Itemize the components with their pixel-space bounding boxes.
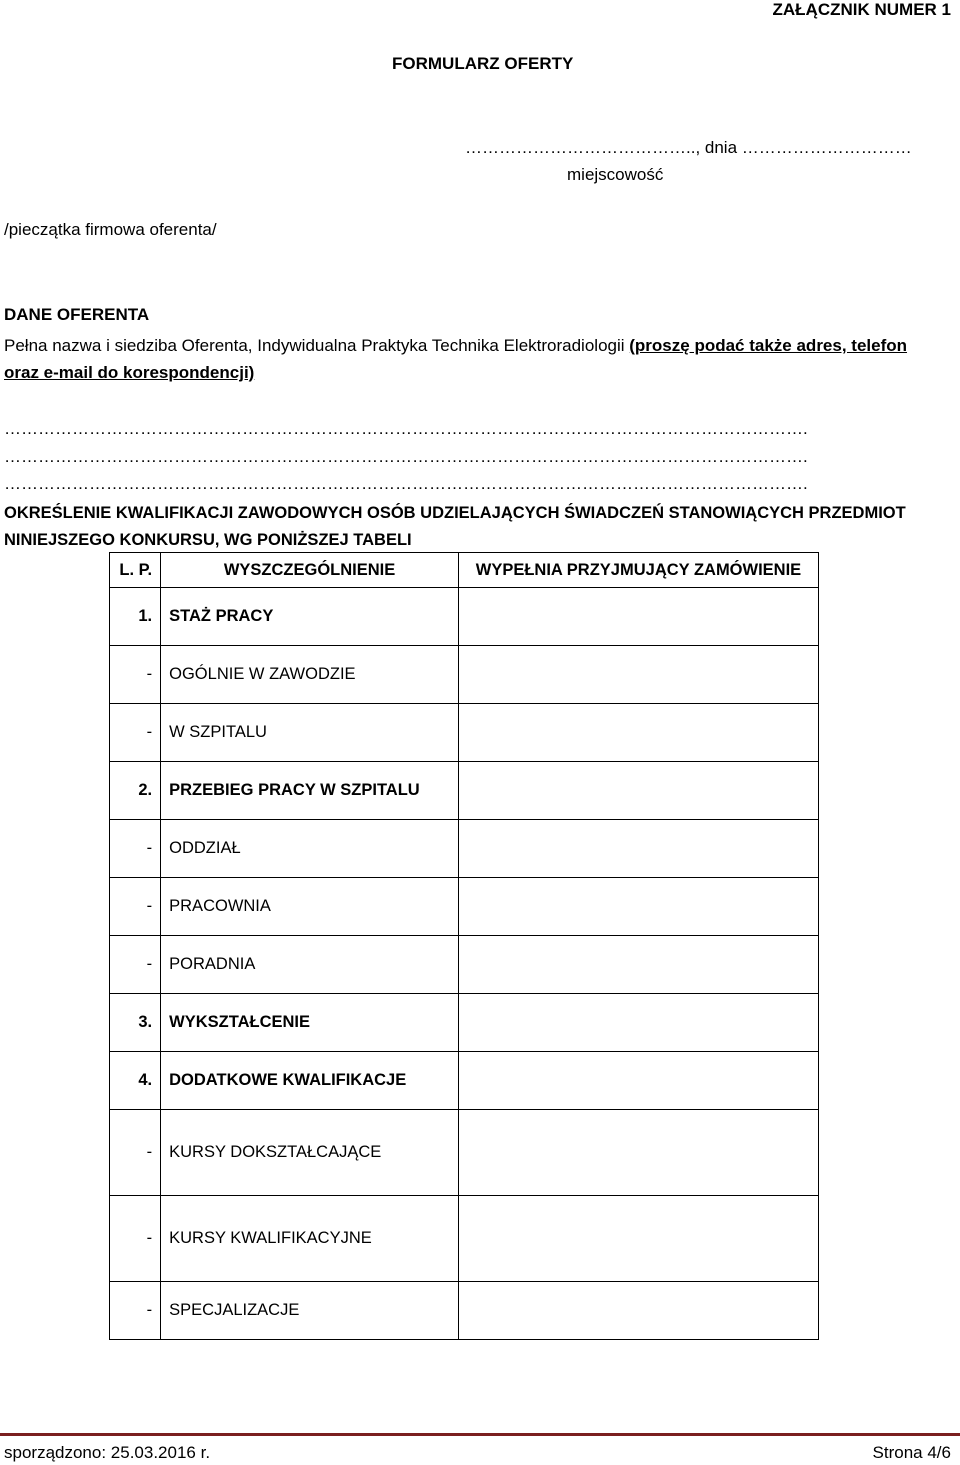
table-header-row <box>110 553 819 588</box>
row-fill-cell[interactable] <box>458 820 818 878</box>
row-fill-cell[interactable] <box>458 646 818 704</box>
row-label: PRZEBIEG PRACY W SZPITALU <box>161 762 459 820</box>
row-fill-cell[interactable] <box>458 704 818 762</box>
table-row <box>110 762 819 820</box>
bidder-section-description <box>4 332 944 386</box>
table-row <box>110 936 819 994</box>
bidder-section-heading: DANE OFERENTA <box>4 305 150 324</box>
row-label: PRACOWNIA <box>161 878 459 936</box>
row-fill-cell[interactable] <box>458 878 818 936</box>
place-caption: miejscowość <box>567 165 664 184</box>
place-date-field[interactable]: ………………………………….., dnia ………………………… <box>465 138 912 157</box>
qualifications-table <box>109 552 819 1340</box>
form-title: FORMULARZ OFERTY <box>392 54 574 73</box>
row-fill-cell[interactable] <box>458 994 818 1052</box>
row-fill-cell[interactable] <box>458 1196 818 1282</box>
qualifications-heading: OKREŚLENIE KWALIFIKACJI ZAWODOWYCH OSÓB UDZIELAJĄCYCH ŚWIADCZEŃ STANOWIĄCYCH PRZEDMIOT NINIEJSZEGO KONKURSU, WG PONIŻSZEJ TABELI <box>4 504 906 549</box>
bidder-contact-instruction: (proszę podać także adres, telefon oraz e-mail do korespondencji) <box>4 336 908 382</box>
company-stamp-label: /pieczątka firmowa oferenta/ <box>4 220 217 239</box>
row-label: ODDZIAŁ <box>161 820 459 878</box>
row-number: - <box>110 704 161 762</box>
row-label: SPECJALIZACJE <box>161 1282 459 1340</box>
row-number: - <box>110 936 161 994</box>
attachment-label: ZAŁĄCZNIK NUMER 1 <box>772 0 951 19</box>
footer-page-number: Strona 4/6 <box>872 1443 951 1462</box>
row-number: - <box>110 878 161 936</box>
row-fill-cell[interactable] <box>458 588 818 646</box>
row-label: KURSY KWALIFIKACYJNE <box>161 1196 459 1282</box>
footer-date: sporządzono: 25.03.2016 r. <box>4 1443 211 1462</box>
bidder-entry-line-3[interactable]: ……………………………………………………………………………………………………………………………. <box>4 474 808 493</box>
table-row <box>110 1282 819 1340</box>
table-row <box>110 1196 819 1282</box>
table-row <box>110 878 819 936</box>
row-number: 3. <box>110 994 161 1052</box>
table-row <box>110 646 819 704</box>
bidder-entry-line-1[interactable]: ……………………………………………………………………………………………………………………………. <box>4 419 808 438</box>
row-fill-cell[interactable] <box>458 936 818 994</box>
row-fill-cell[interactable] <box>458 762 818 820</box>
row-label: PORADNIA <box>161 936 459 994</box>
bidder-description-text: Pełna nazwa i siedziba Oferenta, Indywidualna Praktyka Technika Elektroradiologii <box>4 336 630 355</box>
table-row <box>110 1110 819 1196</box>
footer-rule <box>0 1433 960 1436</box>
row-number: 1. <box>110 588 161 646</box>
row-label: STAŻ PRACY <box>161 588 459 646</box>
table-row <box>110 994 819 1052</box>
row-label: OGÓLNIE W ZAWODZIE <box>161 646 459 704</box>
table-row <box>110 1052 819 1110</box>
row-fill-cell[interactable] <box>458 1110 818 1196</box>
row-number: - <box>110 820 161 878</box>
column-header-item: WYSZCZEGÓLNIENIE <box>161 553 459 588</box>
column-header-lp: L. P. <box>110 553 161 588</box>
table-row <box>110 820 819 878</box>
row-number: - <box>110 1282 161 1340</box>
row-number: - <box>110 1110 161 1196</box>
row-number: 4. <box>110 1052 161 1110</box>
table-row <box>110 588 819 646</box>
bidder-entry-line-2[interactable]: ……………………………………………………………………………………………………………………………. <box>4 447 808 466</box>
row-fill-cell[interactable] <box>458 1282 818 1340</box>
row-number: - <box>110 646 161 704</box>
column-header-fill: WYPEŁNIA PRZYJMUJĄCY ZAMÓWIENIE <box>458 553 818 588</box>
table-row <box>110 704 819 762</box>
row-number: 2. <box>110 762 161 820</box>
row-label: WYKSZTAŁCENIE <box>161 994 459 1052</box>
row-fill-cell[interactable] <box>458 1052 818 1110</box>
row-label: W SZPITALU <box>161 704 459 762</box>
row-label: KURSY DOKSZTAŁCAJĄCE <box>161 1110 459 1196</box>
row-label: DODATKOWE KWALIFIKACJE <box>161 1052 459 1110</box>
row-number: - <box>110 1196 161 1282</box>
